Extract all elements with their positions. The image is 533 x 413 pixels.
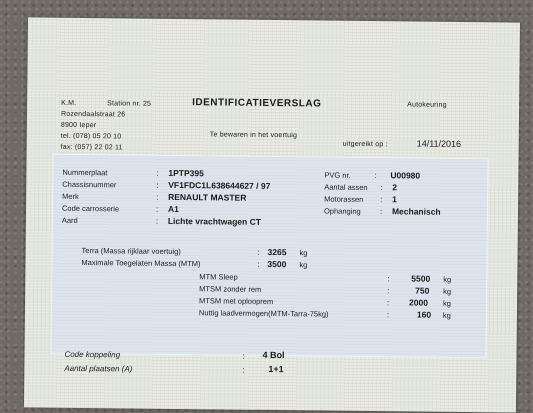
aard-label: Aard — [61, 215, 78, 225]
colon: : — [387, 274, 390, 284]
nuttig-unit: kg — [442, 310, 451, 320]
colon: : — [242, 365, 245, 375]
colon: : — [386, 310, 390, 320]
colon: : — [242, 351, 245, 361]
colon: : — [380, 195, 383, 205]
zonder-rem-label: MTSM zonder rem — [199, 284, 262, 294]
carrosserie-label: Code carrosserie — [61, 203, 120, 214]
pvg-label: PVG nr. — [324, 170, 351, 180]
colon: : — [387, 286, 390, 296]
organization-name: Autokeuring — [407, 101, 447, 109]
office-line-city: 8900 Ieper — [60, 121, 97, 130]
colon: : — [257, 247, 260, 257]
oplooprem-value: 2000 — [408, 297, 429, 308]
colon: : — [155, 204, 159, 214]
plaatsen-label: Aantal plaatsen (A) — [64, 363, 133, 374]
chassis-label: Chassisnummer — [62, 179, 117, 190]
carrosserie-value: A1 — [167, 203, 179, 215]
motorassen-value: 1 — [392, 194, 397, 205]
issued-label: uitgereikt op : — [342, 140, 388, 149]
office-line-tel: tel. (078) 05 20 10 — [60, 132, 122, 141]
mtm-unit: kg — [299, 260, 308, 270]
merk-label: Merk — [62, 191, 79, 201]
colon: : — [374, 171, 377, 181]
oplooprem-unit: kg — [442, 298, 452, 308]
terra-value: 3265 — [267, 246, 287, 258]
document-subtitle: Te bewaren in het voertuig — [209, 131, 298, 140]
colon: : — [155, 216, 159, 226]
assen-value: 2 — [392, 182, 398, 193]
ophanging-value: Mechanisch — [391, 206, 441, 217]
zonder-rem-value: 750 — [415, 285, 430, 296]
plaatsen-value: 1+1 — [268, 363, 284, 375]
office-line-fax: fax: (057) 22 02 11 — [60, 143, 123, 152]
mtm-label: Maximale Toegelaten Massa (MTM) — [81, 257, 201, 269]
merk-value: RENAULT MASTER — [168, 191, 247, 203]
document-title: IDENTIFICATIEVERSLAG — [192, 97, 322, 110]
office-line-station: Station nr. 25 — [107, 100, 152, 108]
identification-report-document — [24, 17, 520, 412]
nuttig-label: Nuttig laadvermogen(MTM-Tarra-75kg) — [198, 308, 329, 319]
colon: : — [379, 207, 383, 217]
nummerplaat-value: 1PTP395 — [168, 167, 204, 179]
ophanging-label: Ophanging — [323, 206, 361, 216]
sleep-unit: kg — [443, 274, 452, 284]
zonder-rem-unit: kg — [443, 286, 452, 296]
issued-date: 14/11/2016 — [416, 138, 462, 149]
colon: : — [257, 259, 260, 269]
office-line-street: Rozendaalstraat 26 — [60, 110, 126, 119]
nuttig-value: 160 — [416, 309, 432, 320]
koppeling-value: 4 Bol — [262, 349, 285, 361]
sleep-label: MTM Sleep — [199, 272, 238, 282]
colon: : — [156, 192, 159, 202]
nummerplaat-label: Nummerplaat — [62, 167, 108, 178]
assen-label: Aantal assen — [324, 182, 368, 192]
terra-unit: kg — [299, 248, 308, 258]
aard-value: Lichte vrachtwagen CT — [167, 215, 262, 227]
colon: : — [386, 298, 390, 308]
motorassen-label: Motorassen — [324, 194, 364, 204]
koppeling-label: Code koppeling — [64, 349, 121, 360]
chassis-value: VF1FDC1L638644627 / 97 — [168, 179, 271, 191]
oplooprem-label: MTSM met oplooprem — [199, 296, 274, 307]
colon: : — [156, 168, 159, 178]
sleep-value: 5500 — [411, 273, 431, 284]
pvg-value: U00980 — [390, 170, 421, 181]
mtm-value: 3500 — [267, 258, 287, 270]
terra-label: Terra (Massa rijklaar voertuig) — [81, 245, 181, 257]
vehicle-data-panel — [50, 154, 488, 359]
colon: : — [156, 180, 159, 190]
colon: : — [380, 183, 383, 193]
office-line-km: K.M. — [61, 99, 77, 107]
